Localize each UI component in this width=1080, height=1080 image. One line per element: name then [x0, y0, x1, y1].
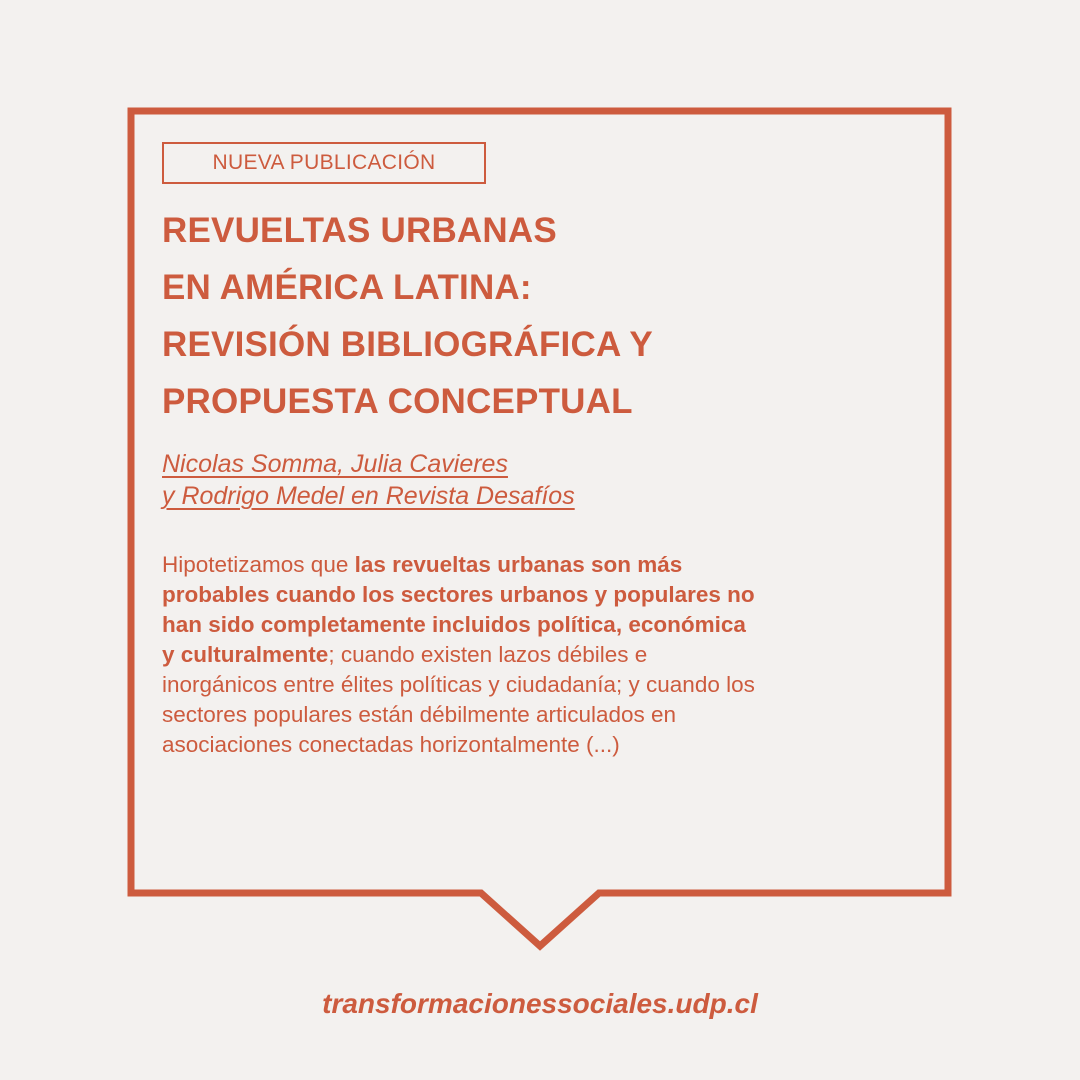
title-line-1: REVUELTAS URBANAS: [162, 211, 557, 250]
new-publication-badge: [162, 142, 486, 184]
abstract-text: [162, 550, 762, 760]
title-line-3: REVISIÓN BIBLIOGRÁFICA Y: [162, 325, 653, 364]
badge-label: NUEVA PUBLICACIÓN: [212, 151, 436, 174]
title-line-4: PROPUESTA CONCEPTUAL: [162, 382, 633, 421]
publication-title: [162, 202, 862, 430]
title-line-2: EN AMÉRICA LATINA:: [162, 268, 532, 307]
authors-link[interactable]: [162, 448, 762, 512]
authors-line-1[interactable]: Nicolas Somma, Julia Cavieres: [162, 450, 508, 478]
abstract-intro: Hipotetizamos que: [162, 552, 355, 577]
abstract-rest: ; cuando existen lazos débiles e inorgánicos entre élites políticas y ciudadanía; y cuando los sectores populares están débilmente articulados en asociaciones conectadas horizontalmente (...): [162, 642, 755, 757]
authors-line-2[interactable]: y Rodrigo Medel en Revista Desafíos: [162, 482, 575, 510]
abstract-bold-hypothesis: las revueltas urbanas son más probables cuando los sectores urbanos y populares no han sido completamente incluidos política, económica y culturalmente: [162, 552, 755, 667]
website-url[interactable]: transformacionessociales.udp.cl: [322, 988, 758, 1019]
